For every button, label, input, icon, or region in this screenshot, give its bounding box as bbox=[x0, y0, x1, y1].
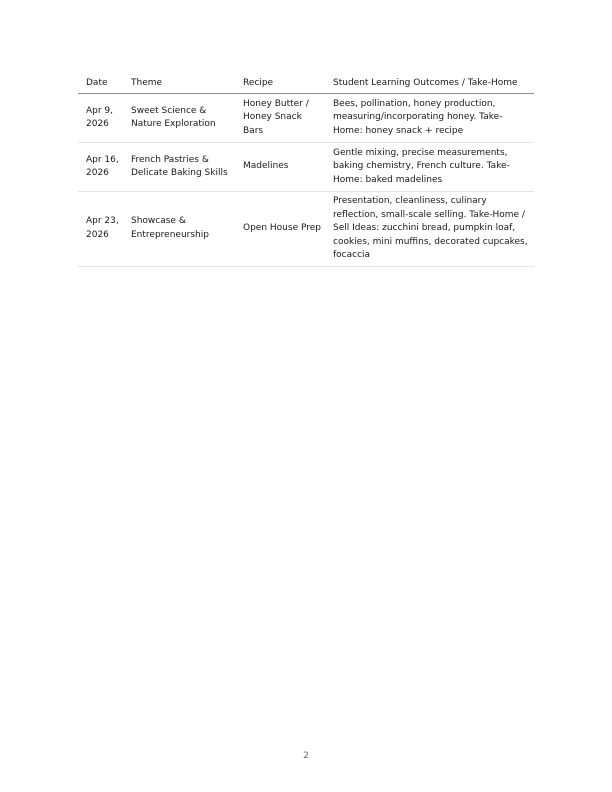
table-row bbox=[78, 192, 534, 267]
header-recipe: Recipe bbox=[235, 74, 325, 94]
header-outcomes: Student Learning Outcomes / Take-Home bbox=[325, 74, 534, 94]
header-theme: Theme bbox=[123, 74, 235, 94]
cell-recipe: Open House Prep bbox=[235, 192, 325, 267]
cell-theme: Showcase & Entrepreneurship bbox=[123, 192, 235, 267]
cell-date: Apr 16, 2026 bbox=[78, 143, 123, 192]
cell-theme: Sweet Science & Nature Exploration bbox=[123, 94, 235, 143]
cell-outcomes: Bees, pollination, honey production, measuring/incorporating honey. Take-Home: honey snack + recipe bbox=[325, 94, 534, 143]
table-row bbox=[78, 94, 534, 143]
cell-recipe: Madelines bbox=[235, 143, 325, 192]
lesson-schedule-table bbox=[78, 74, 534, 267]
cell-recipe: Honey Butter / Honey Snack Bars bbox=[235, 94, 325, 143]
cell-outcomes: Gentle mixing, precise measurements, baking chemistry, French culture. Take-Home: baked madelines bbox=[325, 143, 534, 192]
cell-outcomes: Presentation, cleanliness, culinary reflection, small-scale selling. Take-Home / Sell Ideas: zucchini bread, pumpkin loaf, cookies, mini muffins, decorated cupcakes, focaccia bbox=[325, 192, 534, 267]
cell-date: Apr 23, 2026 bbox=[78, 192, 123, 267]
header-date: Date bbox=[78, 74, 123, 94]
cell-date: Apr 9, 2026 bbox=[78, 94, 123, 143]
page-number: 2 bbox=[303, 751, 309, 761]
table-header-row bbox=[78, 74, 534, 94]
cell-theme: French Pastries & Delicate Baking Skills bbox=[123, 143, 235, 192]
table-row bbox=[78, 143, 534, 192]
